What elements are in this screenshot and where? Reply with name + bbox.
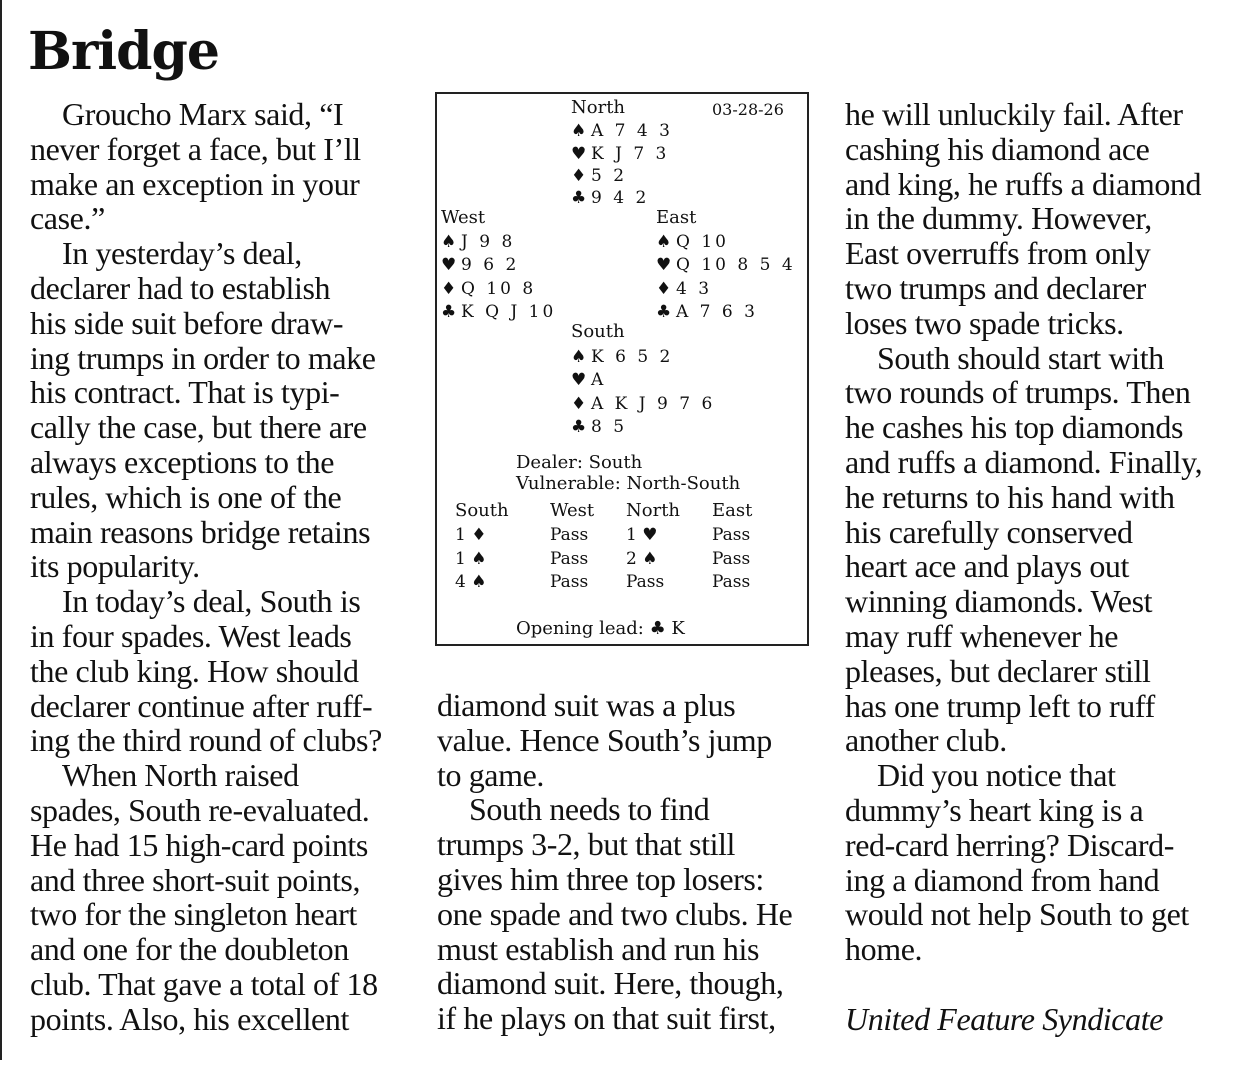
text-line: he returns to his hand with [845,478,1175,515]
diamond-icon: ♦ [571,166,587,186]
diamond-icon: ♦ [656,279,672,299]
west-clubs: ♣ K Q J 10 [441,302,557,322]
spacer [845,967,1202,1002]
west-hearts: ♥ 9 6 2 [441,255,520,275]
south-spades: ♠ K 6 5 2 [571,347,674,367]
west-label: West [441,207,486,228]
bid-cell: Pass [712,525,751,545]
text-line: and one for the doubleton [30,931,349,968]
north-label: North [571,97,626,118]
text-line: may ruff whenever he [845,617,1119,654]
bid-header-east: East [712,500,753,521]
spade-icon: ♠ [571,347,587,367]
text-line: rules, which is one of the [30,478,342,515]
text-line: Did you notice that [877,757,1116,794]
bid-cell: Pass [712,572,751,592]
page-title: Bridge [28,21,219,82]
text-line: and king, he ruffs a diamond [845,165,1202,202]
text-line: red-card herring? Discard- [845,826,1174,863]
text-line: in four spades. West leads [30,617,352,654]
text-line: loses two spade tricks. [845,304,1124,341]
text-line: declarer had to establish [30,269,331,306]
bid-cell: Pass [550,572,589,592]
column-3 [845,97,1202,1037]
spade-icon: ♠ [656,232,672,252]
column-2 [437,688,792,1036]
vulnerable-text: Vulnerable: North-South [516,473,741,494]
text-line: He had 15 high-card points [30,826,368,863]
text-line: to game. [437,756,544,793]
east-spades: ♠ Q 10 [656,232,729,252]
bid-cell: Pass [550,549,589,569]
diamond-icon: ♦ [441,279,457,299]
bid-cell: 1 ♦ [455,525,487,545]
bid-header-south: South [455,500,509,521]
text-line: two for the singleton heart [30,896,357,933]
text-line: In yesterday’s deal, [62,235,302,272]
text-line: never forget a face, but I’ll [30,130,361,167]
text-line: cashing his diamond ace [845,130,1150,167]
text-line: diamond suit was a plus [437,687,736,723]
bid-header-north: North [626,500,681,521]
syndicate-credit: United Feature Syndicate [845,1000,1163,1037]
text-line: he will unluckily fail. After [845,96,1183,132]
east-diamonds: ♦ 4 3 [656,279,713,299]
deal-date: 03-28-26 [712,100,784,119]
text-line: In today’s deal, South is [62,583,361,620]
north-spades: ♠ A 7 4 3 [571,121,673,141]
text-line: two rounds of trumps. Then [845,374,1191,411]
text-line: heart ace and plays out [845,548,1130,585]
club-icon: ♣ [571,417,587,437]
text-line: his side suit before draw- [30,304,344,341]
bid-cell: Pass [712,549,751,569]
text-line: pleases, but declarer still [845,652,1151,689]
text-line: ing trumps in order to make [30,339,376,376]
text-line: club. That gave a total of 18 [30,965,378,1002]
south-clubs: ♣ 8 5 [571,417,628,437]
text-line: the club king. How should [30,652,359,689]
club-icon: ♣ [656,302,672,322]
left-column-rule [0,0,2,1060]
text-line: would not help South to get [845,896,1189,933]
diamond-icon: ♦ [571,394,587,414]
text-line: points. Also, his excellent [30,1000,349,1037]
bid-header-west: West [550,500,595,521]
club-icon: ♣ [571,188,587,208]
text-line: must establish and run his [437,930,760,967]
text-line: case.” [30,200,105,237]
text-line: ing a diamond from hand [845,861,1160,898]
text-line: and ruffs a diamond. Finally, [845,443,1203,480]
text-line: gives him three top losers: [437,860,764,897]
text-line: its popularity. [30,548,200,585]
text-line: winning diamonds. West [845,583,1153,620]
bid-cell: 1 ♥ [626,525,658,545]
bid-cell: 2 ♠ [626,549,658,569]
text-line: and three short-suit points, [30,861,361,898]
heart-icon: ♥ [571,370,587,390]
text-line: his contract. That is typi- [30,374,340,411]
south-diamonds: ♦ A K J 9 7 6 [571,394,716,414]
text-line: declarer continue after ruff- [30,687,373,724]
bridge-diagram [435,92,809,646]
text-line: has one trump left to ruff [845,687,1155,724]
south-hearts: ♥ A [571,370,607,390]
west-spades: ♠ J 9 8 [441,232,516,252]
text-line: if he plays on that suit first, [437,1000,776,1037]
west-diamonds: ♦ Q 10 8 [441,279,537,299]
east-hearts: ♥ Q 10 8 5 4 [656,255,796,275]
east-clubs: ♣ A 7 6 3 [656,302,758,322]
text-line: in the dummy. However, [845,200,1152,237]
opening-lead: Opening lead: ♣ K [516,618,685,639]
spade-icon: ♠ [441,232,457,252]
text-line: two trumps and declarer [845,269,1146,306]
text-line: value. Hence South’s jump [437,721,772,758]
heart-icon: ♥ [441,255,457,275]
spade-icon: ♠ [571,121,587,141]
text-line: one spade and two clubs. He [437,895,793,932]
text-line: South should start with [877,339,1164,376]
text-line: East overruffs from only [845,235,1151,272]
text-line: make an exception in your [30,165,360,202]
bid-cell: 1 ♠ [455,549,487,569]
text-line: ing the third round of clubs? [30,722,382,759]
text-line: he cashes his top diamonds [845,409,1183,446]
text-line: spades, South re-evaluated. [30,791,370,828]
text-line: trumps 3-2, but that still [437,826,736,863]
north-hearts: ♥ K J 7 3 [571,144,670,164]
bid-cell: Pass [626,572,665,592]
text-line: South needs to find [469,791,710,828]
text-line: main reasons bridge retains [30,513,371,550]
south-label: South [571,321,625,342]
dealer-text: Dealer: South [516,452,643,473]
text-line: his carefully conserved [845,513,1133,550]
bid-cell: 4 ♠ [455,572,487,592]
east-label: East [656,207,697,228]
text-line: When North raised [62,757,299,794]
north-clubs: ♣ 9 4 2 [571,188,650,208]
text-line: home. [845,931,923,968]
text-line: always exceptions to the [30,443,335,480]
heart-icon: ♥ [656,255,672,275]
text-line: cally the case, but there are [30,409,367,446]
text-line: dummy’s heart king is a [845,791,1144,828]
heart-icon: ♥ [571,144,587,164]
text-line: another club. [845,722,1007,759]
bid-cell: Pass [550,525,589,545]
north-diamonds: ♦ 5 2 [571,166,628,186]
club-icon: ♣ [441,302,457,322]
text-line: Groucho Marx said, “I [62,96,344,132]
text-line: diamond suit. Here, though, [437,965,784,1002]
column-1 [30,97,382,1037]
